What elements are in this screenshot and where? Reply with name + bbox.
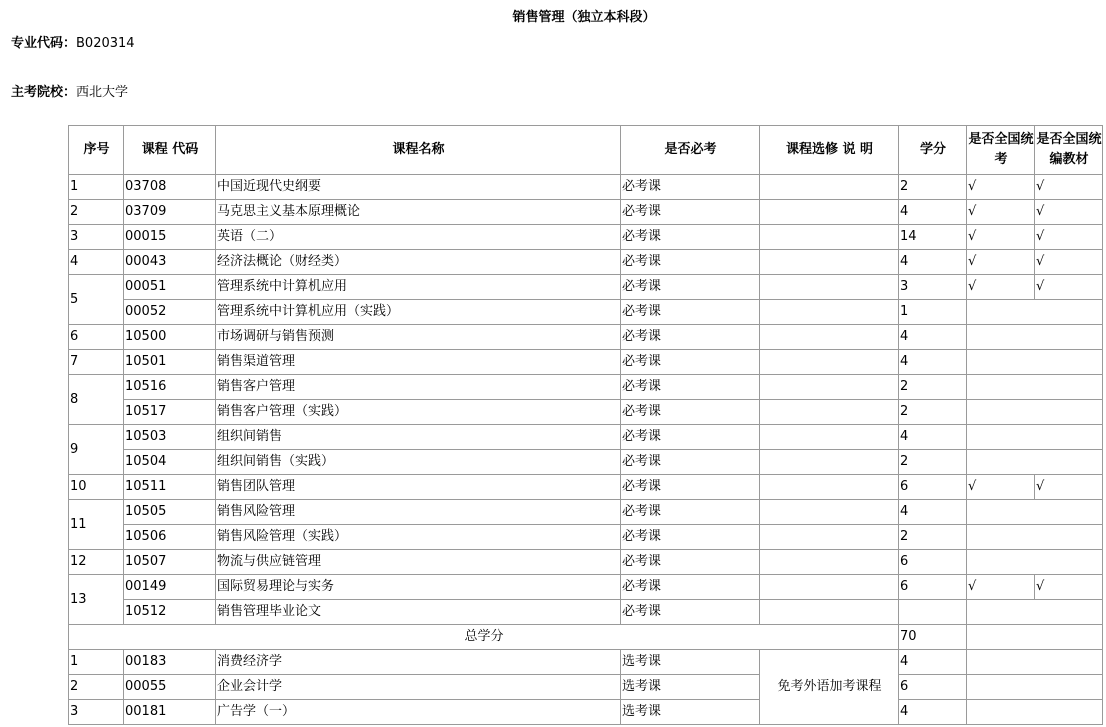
cell-national-merged (967, 300, 1103, 325)
table-row (69, 250, 1103, 275)
cell-credit: 2 (899, 400, 967, 425)
cell-national-exam: √ (967, 275, 1035, 300)
cell-credit: 6 (899, 675, 967, 700)
school-label: 主考院校： (11, 85, 77, 100)
cell-code: 00181 (124, 700, 216, 725)
cell-type: 必考课 (621, 525, 760, 550)
cell-credit: 4 (899, 350, 967, 375)
cell-national-merged (967, 400, 1103, 425)
table-row (69, 550, 1103, 575)
cell-no: 3 (69, 225, 124, 250)
cell-national-merged (967, 700, 1103, 725)
cell-credit: 6 (899, 475, 967, 500)
cell-code: 00043 (124, 250, 216, 275)
cell-credit: 1 (899, 300, 967, 325)
cell-national-merged (967, 425, 1103, 450)
major-code-value: B020314 (76, 36, 135, 51)
cell-name: 国际贸易理论与实务 (216, 575, 621, 600)
cell-type: 必考课 (621, 550, 760, 575)
cell-name: 组织间销售（实践） (216, 450, 621, 475)
cell-national-textbook: √ (1035, 250, 1103, 275)
header-national-textbook: 是否全国统编教材 (1035, 126, 1103, 175)
cell-note (760, 525, 899, 550)
cell-credit (899, 600, 967, 625)
cell-no: 12 (69, 550, 124, 575)
cell-national-merged (967, 675, 1103, 700)
header-no: 序号 (69, 126, 124, 175)
cell-national-merged (967, 350, 1103, 375)
cell-code: 10501 (124, 350, 216, 375)
cell-code: 00052 (124, 300, 216, 325)
cell-code: 00149 (124, 575, 216, 600)
cell-name: 销售客户管理（实践） (216, 400, 621, 425)
table-row (69, 400, 1103, 425)
cell-code: 10500 (124, 325, 216, 350)
cell-code: 10511 (124, 475, 216, 500)
table-row (69, 450, 1103, 475)
header-credit: 学分 (899, 126, 967, 175)
cell-national-exam: √ (967, 475, 1035, 500)
cell-national-textbook: √ (1035, 200, 1103, 225)
cell-no: 3 (69, 700, 124, 725)
cell-no: 9 (69, 425, 124, 475)
cell-credit: 4 (899, 700, 967, 725)
cell-national-merged (967, 450, 1103, 475)
cell-credit: 4 (899, 325, 967, 350)
table-row (69, 475, 1103, 500)
cell-national-exam: √ (967, 575, 1035, 600)
cell-type: 必考课 (621, 225, 760, 250)
cell-national-textbook: √ (1035, 475, 1103, 500)
cell-code: 10503 (124, 425, 216, 450)
cell-type: 必考课 (621, 250, 760, 275)
cell-type: 必考课 (621, 325, 760, 350)
cell-national-merged (967, 325, 1103, 350)
cell-name: 销售团队管理 (216, 475, 621, 500)
cell-code: 03708 (124, 175, 216, 200)
cell-note (760, 400, 899, 425)
cell-credit: 6 (899, 575, 967, 600)
cell-credit: 2 (899, 375, 967, 400)
cell-name: 销售客户管理 (216, 375, 621, 400)
cell-name: 中国近现代史纲要 (216, 175, 621, 200)
cell-type: 必考课 (621, 500, 760, 525)
table-row (69, 425, 1103, 450)
table-row (69, 600, 1103, 625)
cell-national-merged (967, 650, 1103, 675)
cell-no: 1 (69, 650, 124, 675)
cell-national-merged (967, 525, 1103, 550)
cell-national-exam: √ (967, 200, 1035, 225)
cell-national-merged (967, 500, 1103, 525)
cell-note (760, 275, 899, 300)
cell-no: 1 (69, 175, 124, 200)
cell-name: 物流与供应链管理 (216, 550, 621, 575)
cell-national-merged (967, 600, 1103, 625)
cell-note (760, 475, 899, 500)
cell-name: 销售风险管理（实践） (216, 525, 621, 550)
cell-note (760, 350, 899, 375)
header-elective-note: 课程选修 说 明 (760, 126, 899, 175)
header-name: 课程名称 (216, 126, 621, 175)
table-header-row (69, 126, 1103, 175)
table-row (69, 525, 1103, 550)
cell-name: 英语（二） (216, 225, 621, 250)
cell-name: 消费经济学 (216, 650, 621, 675)
cell-note (760, 450, 899, 475)
table-row (69, 350, 1103, 375)
header-required: 是否必考 (621, 126, 760, 175)
cell-note (760, 500, 899, 525)
cell-name: 马克思主义基本原理概论 (216, 200, 621, 225)
cell-credit: 6 (899, 550, 967, 575)
cell-no: 13 (69, 575, 124, 625)
cell-note (760, 200, 899, 225)
cell-name: 广告学（一） (216, 700, 621, 725)
cell-credit: 4 (899, 425, 967, 450)
cell-national-exam: √ (967, 175, 1035, 200)
total-label: 总学分 (69, 625, 899, 650)
cell-code: 00183 (124, 650, 216, 675)
cell-type: 必考课 (621, 350, 760, 375)
cell-type: 必考课 (621, 425, 760, 450)
cell-credit: 2 (899, 525, 967, 550)
cell-national-textbook: √ (1035, 175, 1103, 200)
elective-note: 免考外语加考课程 (760, 650, 899, 725)
cell-national-merged (967, 375, 1103, 400)
cell-no: 2 (69, 675, 124, 700)
cell-type: 选考课 (621, 700, 760, 725)
cell-name: 市场调研与销售预测 (216, 325, 621, 350)
cell-note (760, 175, 899, 200)
cell-credit: 2 (899, 175, 967, 200)
cell-note (760, 425, 899, 450)
cell-code: 00051 (124, 275, 216, 300)
school-line (11, 81, 128, 100)
cell-credit: 4 (899, 200, 967, 225)
school-value: 西北大学 (76, 85, 129, 100)
cell-national-textbook: √ (1035, 225, 1103, 250)
cell-no: 7 (69, 350, 124, 375)
cell-note (760, 250, 899, 275)
cell-code: 03709 (124, 200, 216, 225)
cell-national-textbook: √ (1035, 575, 1103, 600)
table-row (69, 175, 1103, 200)
cell-type: 必考课 (621, 450, 760, 475)
table-row (69, 300, 1103, 325)
cell-type: 必考课 (621, 575, 760, 600)
cell-note (760, 375, 899, 400)
cell-code: 10504 (124, 450, 216, 475)
cell-name: 管理系统中计算机应用 (216, 275, 621, 300)
cell-note (760, 325, 899, 350)
total-credit: 70 (899, 625, 967, 650)
cell-type: 选考课 (621, 675, 760, 700)
table-row (69, 575, 1103, 600)
cell-national-merged (967, 625, 1103, 650)
cell-name: 销售管理毕业论文 (216, 600, 621, 625)
total-row (69, 625, 1103, 650)
cell-credit: 4 (899, 500, 967, 525)
cell-no: 4 (69, 250, 124, 275)
cell-type: 必考课 (621, 200, 760, 225)
cell-type: 必考课 (621, 600, 760, 625)
cell-no: 10 (69, 475, 124, 500)
header-national-exam: 是否全国统考 (967, 126, 1035, 175)
cell-code: 10506 (124, 525, 216, 550)
cell-code: 10505 (124, 500, 216, 525)
cell-no: 6 (69, 325, 124, 350)
cell-national-textbook: √ (1035, 275, 1103, 300)
cell-name: 管理系统中计算机应用（实践） (216, 300, 621, 325)
major-code-line (11, 32, 135, 51)
cell-type: 必考课 (621, 275, 760, 300)
cell-code: 00055 (124, 675, 216, 700)
cell-no: 2 (69, 200, 124, 225)
table-row (69, 500, 1103, 525)
cell-name: 组织间销售 (216, 425, 621, 450)
table-row (69, 225, 1103, 250)
cell-note (760, 300, 899, 325)
cell-code: 10507 (124, 550, 216, 575)
cell-credit: 2 (899, 450, 967, 475)
cell-note (760, 575, 899, 600)
table-row (69, 650, 1103, 675)
major-code-label: 专业代码： (11, 36, 77, 51)
cell-code: 00015 (124, 225, 216, 250)
table-row (69, 200, 1103, 225)
cell-national-exam: √ (967, 250, 1035, 275)
cell-no: 5 (69, 275, 124, 325)
cell-type: 必考课 (621, 475, 760, 500)
cell-name: 经济法概论（财经类） (216, 250, 621, 275)
cell-type: 必考课 (621, 300, 760, 325)
header-code: 课程 代码 (124, 126, 216, 175)
cell-note (760, 550, 899, 575)
cell-credit: 14 (899, 225, 967, 250)
table-row (69, 675, 1103, 700)
cell-name: 销售渠道管理 (216, 350, 621, 375)
cell-no: 8 (69, 375, 124, 425)
table-row (69, 700, 1103, 725)
page-title: 销售管理（独立本科段） (512, 10, 656, 25)
course-table (68, 125, 1103, 725)
cell-type: 必考课 (621, 175, 760, 200)
table-row (69, 375, 1103, 400)
cell-code: 10517 (124, 400, 216, 425)
table-row (69, 325, 1103, 350)
cell-code: 10516 (124, 375, 216, 400)
cell-type: 必考课 (621, 375, 760, 400)
cell-note (760, 225, 899, 250)
cell-credit: 3 (899, 275, 967, 300)
cell-no: 11 (69, 500, 124, 550)
cell-credit: 4 (899, 250, 967, 275)
cell-type: 必考课 (621, 400, 760, 425)
table-row (69, 275, 1103, 300)
cell-code: 10512 (124, 600, 216, 625)
cell-note (760, 600, 899, 625)
cell-name: 企业会计学 (216, 675, 621, 700)
cell-credit: 4 (899, 650, 967, 675)
cell-type: 选考课 (621, 650, 760, 675)
cell-national-exam: √ (967, 225, 1035, 250)
cell-national-merged (967, 550, 1103, 575)
cell-name: 销售风险管理 (216, 500, 621, 525)
